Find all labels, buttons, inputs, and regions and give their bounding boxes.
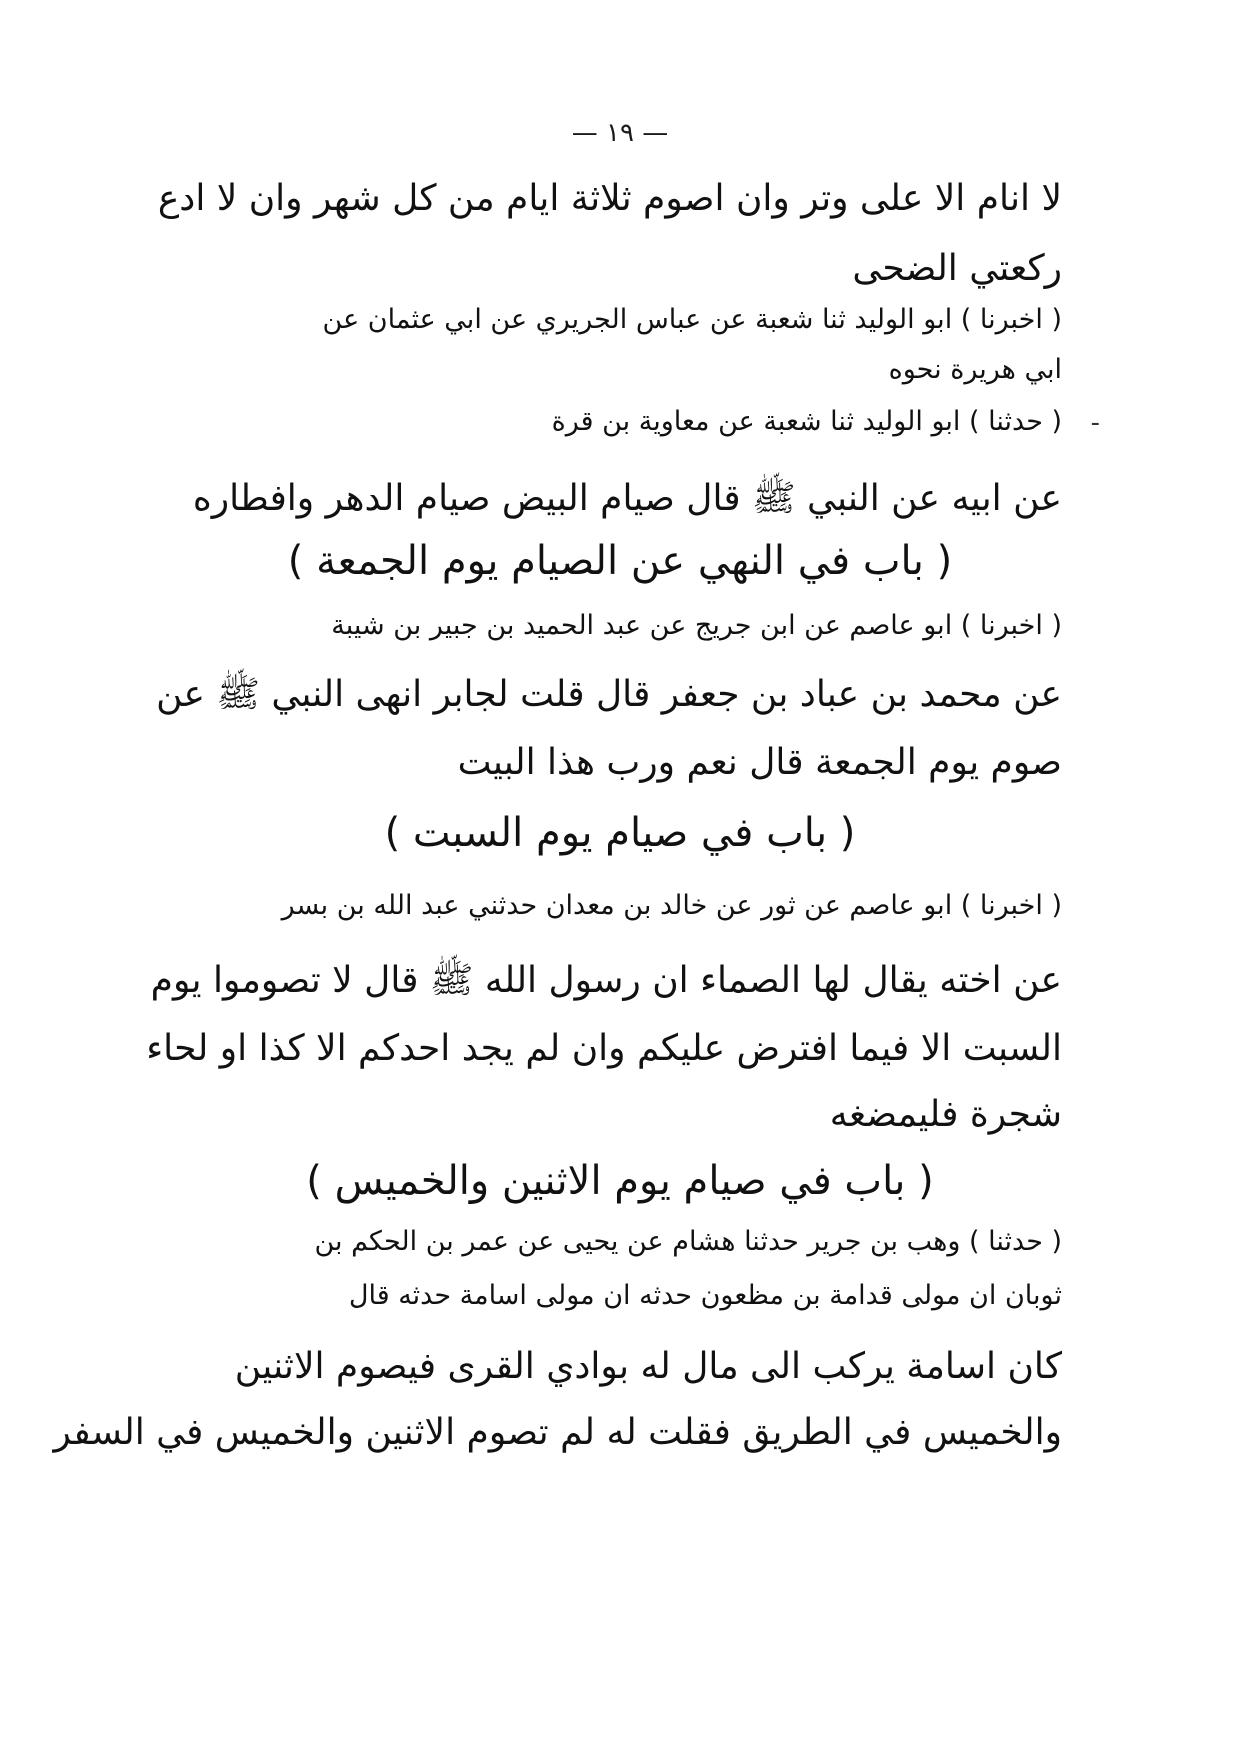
text-line-19: كان اسامة يركب الى مال له بوادي القرى فيصوم الاثنين [234,1346,1062,1387]
text-line-10: صوم يوم الجمعة قال نعم ورب هذا البيت [457,742,1062,783]
text-line-18: ثوبان ان مولى قدامة بن مظعون حدثه ان مولى اسامة حدثه قال [348,1280,1062,1311]
text-line-15: شجرة فليمضغه [829,1094,1062,1135]
text-line-4: ابي هريرة نحوه [888,354,1062,385]
text-line-2: ركعتي الضحى [852,248,1062,289]
text-line-9: عن محمد بن عباد بن جعفر قال قلت لجابر انهى النبي ﷺ عن [156,674,1062,715]
text-line-6: عن ابيه عن النبي ﷺ قال صيام البيض صيام الدهر وافطاره [192,478,1062,519]
text-line-5: ( حدثنا ) ابو الوليد ثنا شعبة عن معاوية بن قرة [551,406,1062,437]
page-number: — ١٩ — [571,118,669,148]
text-line-8: ( اخبرنا ) ابو عاصم عن ابن جريج عن عبد الحميد بن جبير بن شيبة [331,610,1062,641]
text-line-3: ( اخبرنا ) ابو الوليد ثنا شعبة عن عباس الجريري عن ابي عثمان عن [322,304,1062,335]
margin-dash: - [1090,408,1100,438]
section-heading-monday-thursday: ( باب في صيام يوم الاثنين والخميس ) [306,1158,934,1204]
section-heading-saturday: ( باب في صيام يوم السبت ) [384,810,856,856]
text-line-12: ( اخبرنا ) ابو عاصم عن ثور عن خالد بن معدان حدثني عبد الله بن بسر [281,890,1062,921]
text-line-20: والخميس في الطريق فقلت له لم تصوم الاثنين والخميس في السفر [53,1412,1062,1453]
text-line-13: عن اخته يقال لها الصماء ان رسول الله ﷺ قال لا تصوموا يوم [150,960,1062,1001]
text-line-1: لا انام الا على وتر وان اصوم ثلاثة ايام من كل شهر وان لا ادع [157,178,1062,219]
section-heading-friday: ( باب في النهي عن الصيام يوم الجمعة ) [287,538,953,584]
text-line-17: ( حدثنا ) وهب بن جرير حدثنا هشام عن يحيى عن عمر بن الحكم بن [314,1226,1062,1257]
text-line-14: السبت الا فيما افترض عليكم وان لم يجد احدكم الا كذا او لحاء [146,1028,1062,1069]
